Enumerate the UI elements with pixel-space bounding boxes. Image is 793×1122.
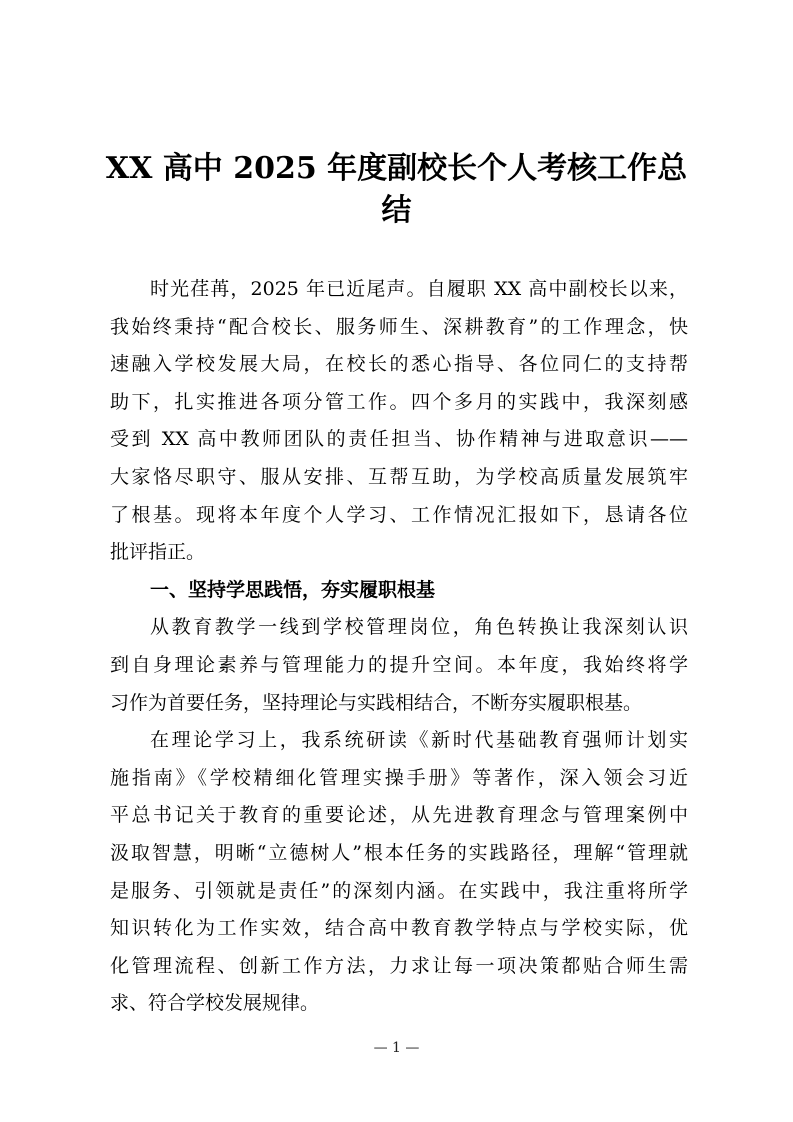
document-title [100,148,693,232]
text-line: 平总书记关于教育的重要论述，从先进教育理念与管理案例中 [110,804,688,827]
text-line: 习作为首要任务，坚持理论与实践相结合，不断夯实履职根基。 [110,691,643,714]
text-line: 在理论学习上，我系统研读《新时代基础教育强师计划实 [150,729,688,752]
text-line: 速融入学校发展大局，在校长的悉心指导、各位同仁的支持帮 [110,353,688,376]
page-number: — 1 — [373,1040,420,1056]
text-line: 我始终秉持“配合校长、服务师生、深耕教育”的工作理念，快 [110,315,688,338]
section-heading-1: 一、坚持学思践悟，夯实履职根基 [150,578,436,601]
text-line: 知识转化为工作实效，结合高中教育教学特点与学校实际，优 [110,917,688,940]
title-line-2: 结 [381,193,412,228]
paragraph-theory [110,722,688,1023]
text-line: 汲取智慧，明晰“立德树人”根本任务的实践路径，理解“管理就 [110,841,688,864]
text-line: 从教育教学一线到学校管理岗位，角色转换让我深刻认识 [150,616,688,639]
text-line: 大家恪尽职守、服从安排、互帮互助，为学校高质量发展筑牢 [110,465,688,488]
text-line: 是服务、引领就是责任”的深刻内涵。在实践中，我注重将所学 [110,879,688,902]
text-line: 施指南》《学校精细化管理实操手册》等著作，深入领会习近 [110,766,688,789]
text-line: 了根基。现将本年度个人学习、工作情况汇报如下，恳请各位 [110,503,688,526]
paragraph-learning [110,609,688,722]
paragraph-intro [110,271,688,572]
text-line: 时光荏苒，2025 年已近尾声。自履职 XX 高中副校长以来， [150,278,688,300]
text-line: 化管理流程、创新工作方法，力求让每一项决策都贴合师生需 [110,954,688,977]
text-line: 求、符合学校发展规律。 [110,992,320,1015]
document-body [110,271,688,1023]
text-line: 助下，扎实推进各项分管工作。四个多月的实践中，我深刻感 [110,390,688,413]
text-line: 受到 XX 高中教师团队的责任担当、协作精神与进取意识—— [110,428,688,451]
title-line-1: XX 高中 2025 年度副校长个人考核工作总 [105,151,688,186]
text-line: 到自身理论素养与管理能力的提升空间。本年度，我始终将学 [110,653,688,676]
text-line: 批评指正。 [110,541,206,564]
